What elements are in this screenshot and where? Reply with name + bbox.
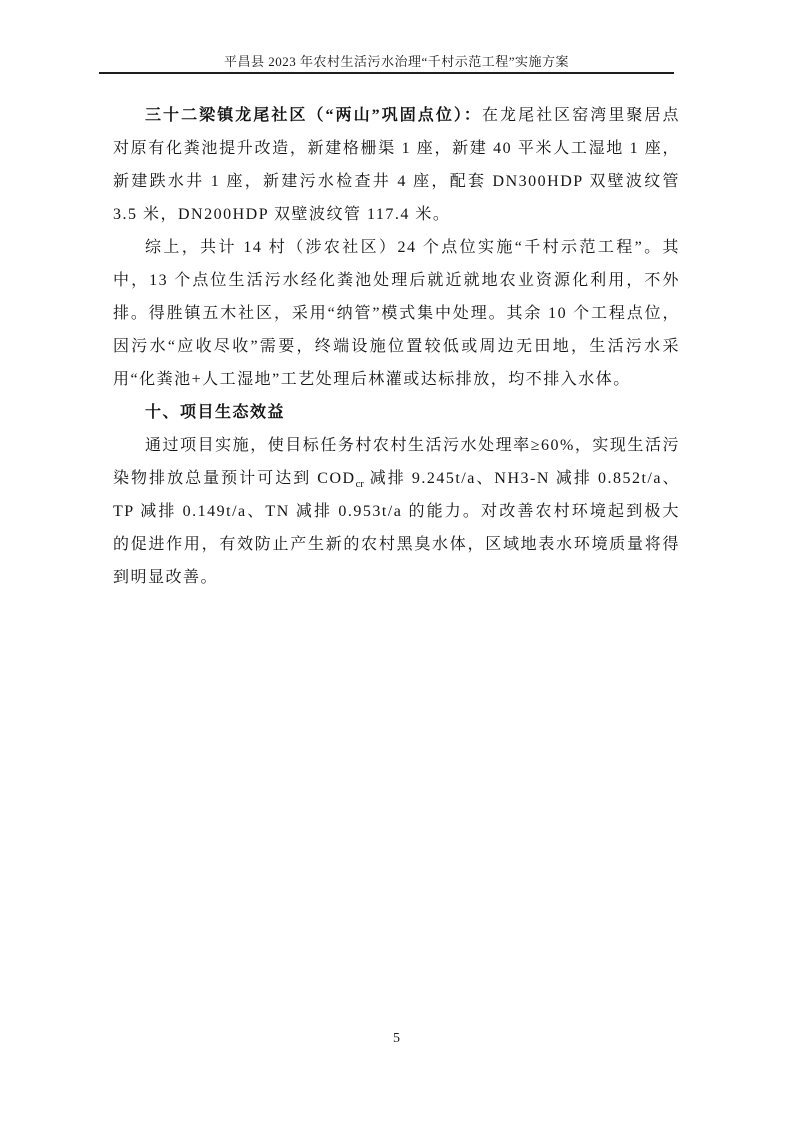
paragraph-liangzhen: [113, 99, 680, 231]
cod-subscript: cr: [355, 479, 364, 491]
paragraph-eco-benefit: [113, 429, 680, 594]
header-title: 平昌县 2023 年农村生活污水治理“千村示范工程”实施方案: [223, 54, 570, 69]
paragraph-liangzhen-text: 在龙尾社区窑湾里聚居点对原有化粪池提升改造，新建格栅渠 1 座，新建 40 平米人工湿地 1 座，新建跌水井 1 座，新建污水检查井 4 座，配套 DN300HDP 双壁波纹管 3.5 米，DN200HDP 双壁波纹管 117.4 米。: [113, 107, 680, 223]
header-rule: [99, 72, 674, 74]
page-number: 5: [393, 1031, 400, 1046]
document-body: [113, 99, 680, 594]
paragraph-eco-part1: 通过项目实施，使目标任务村农村生活污水处理率≥60%，实现生活污染物排放总量预计可达到 COD: [113, 437, 680, 487]
paragraph-liangzhen-lead: 三十二梁镇龙尾社区（“两山”巩固点位）：: [145, 107, 482, 124]
paragraph-eco-part2: 减排 9.245t/a、NH3-N 减排 0.852t/a、TP 减排 0.149t/a、TN 减排 0.953t/a 的能力。对改善农村环境起到极大的促进作用，有效防止产生新的农村黑臭水体，区域地表水环境质量将得到明显改善。: [113, 470, 680, 586]
paragraph-summary: 综上，共计 14 村（涉农社区）24 个点位实施“千村示范工程”。其中，13 个点位生活污水经化粪池处理后就近就地农业资源化利用，不外排。得胜镇五木社区，采用“纳管”模式集中处理。其余 10 个工程点位，因污水“应收尽收”需要，终端设施位置较低或周边无田地，生活污水采用“化粪池+人工湿地”工艺处理后林灌或达标排放，均不排入水体。: [113, 239, 680, 388]
section-heading-eco-benefit: 十、项目生态效益: [145, 404, 286, 421]
